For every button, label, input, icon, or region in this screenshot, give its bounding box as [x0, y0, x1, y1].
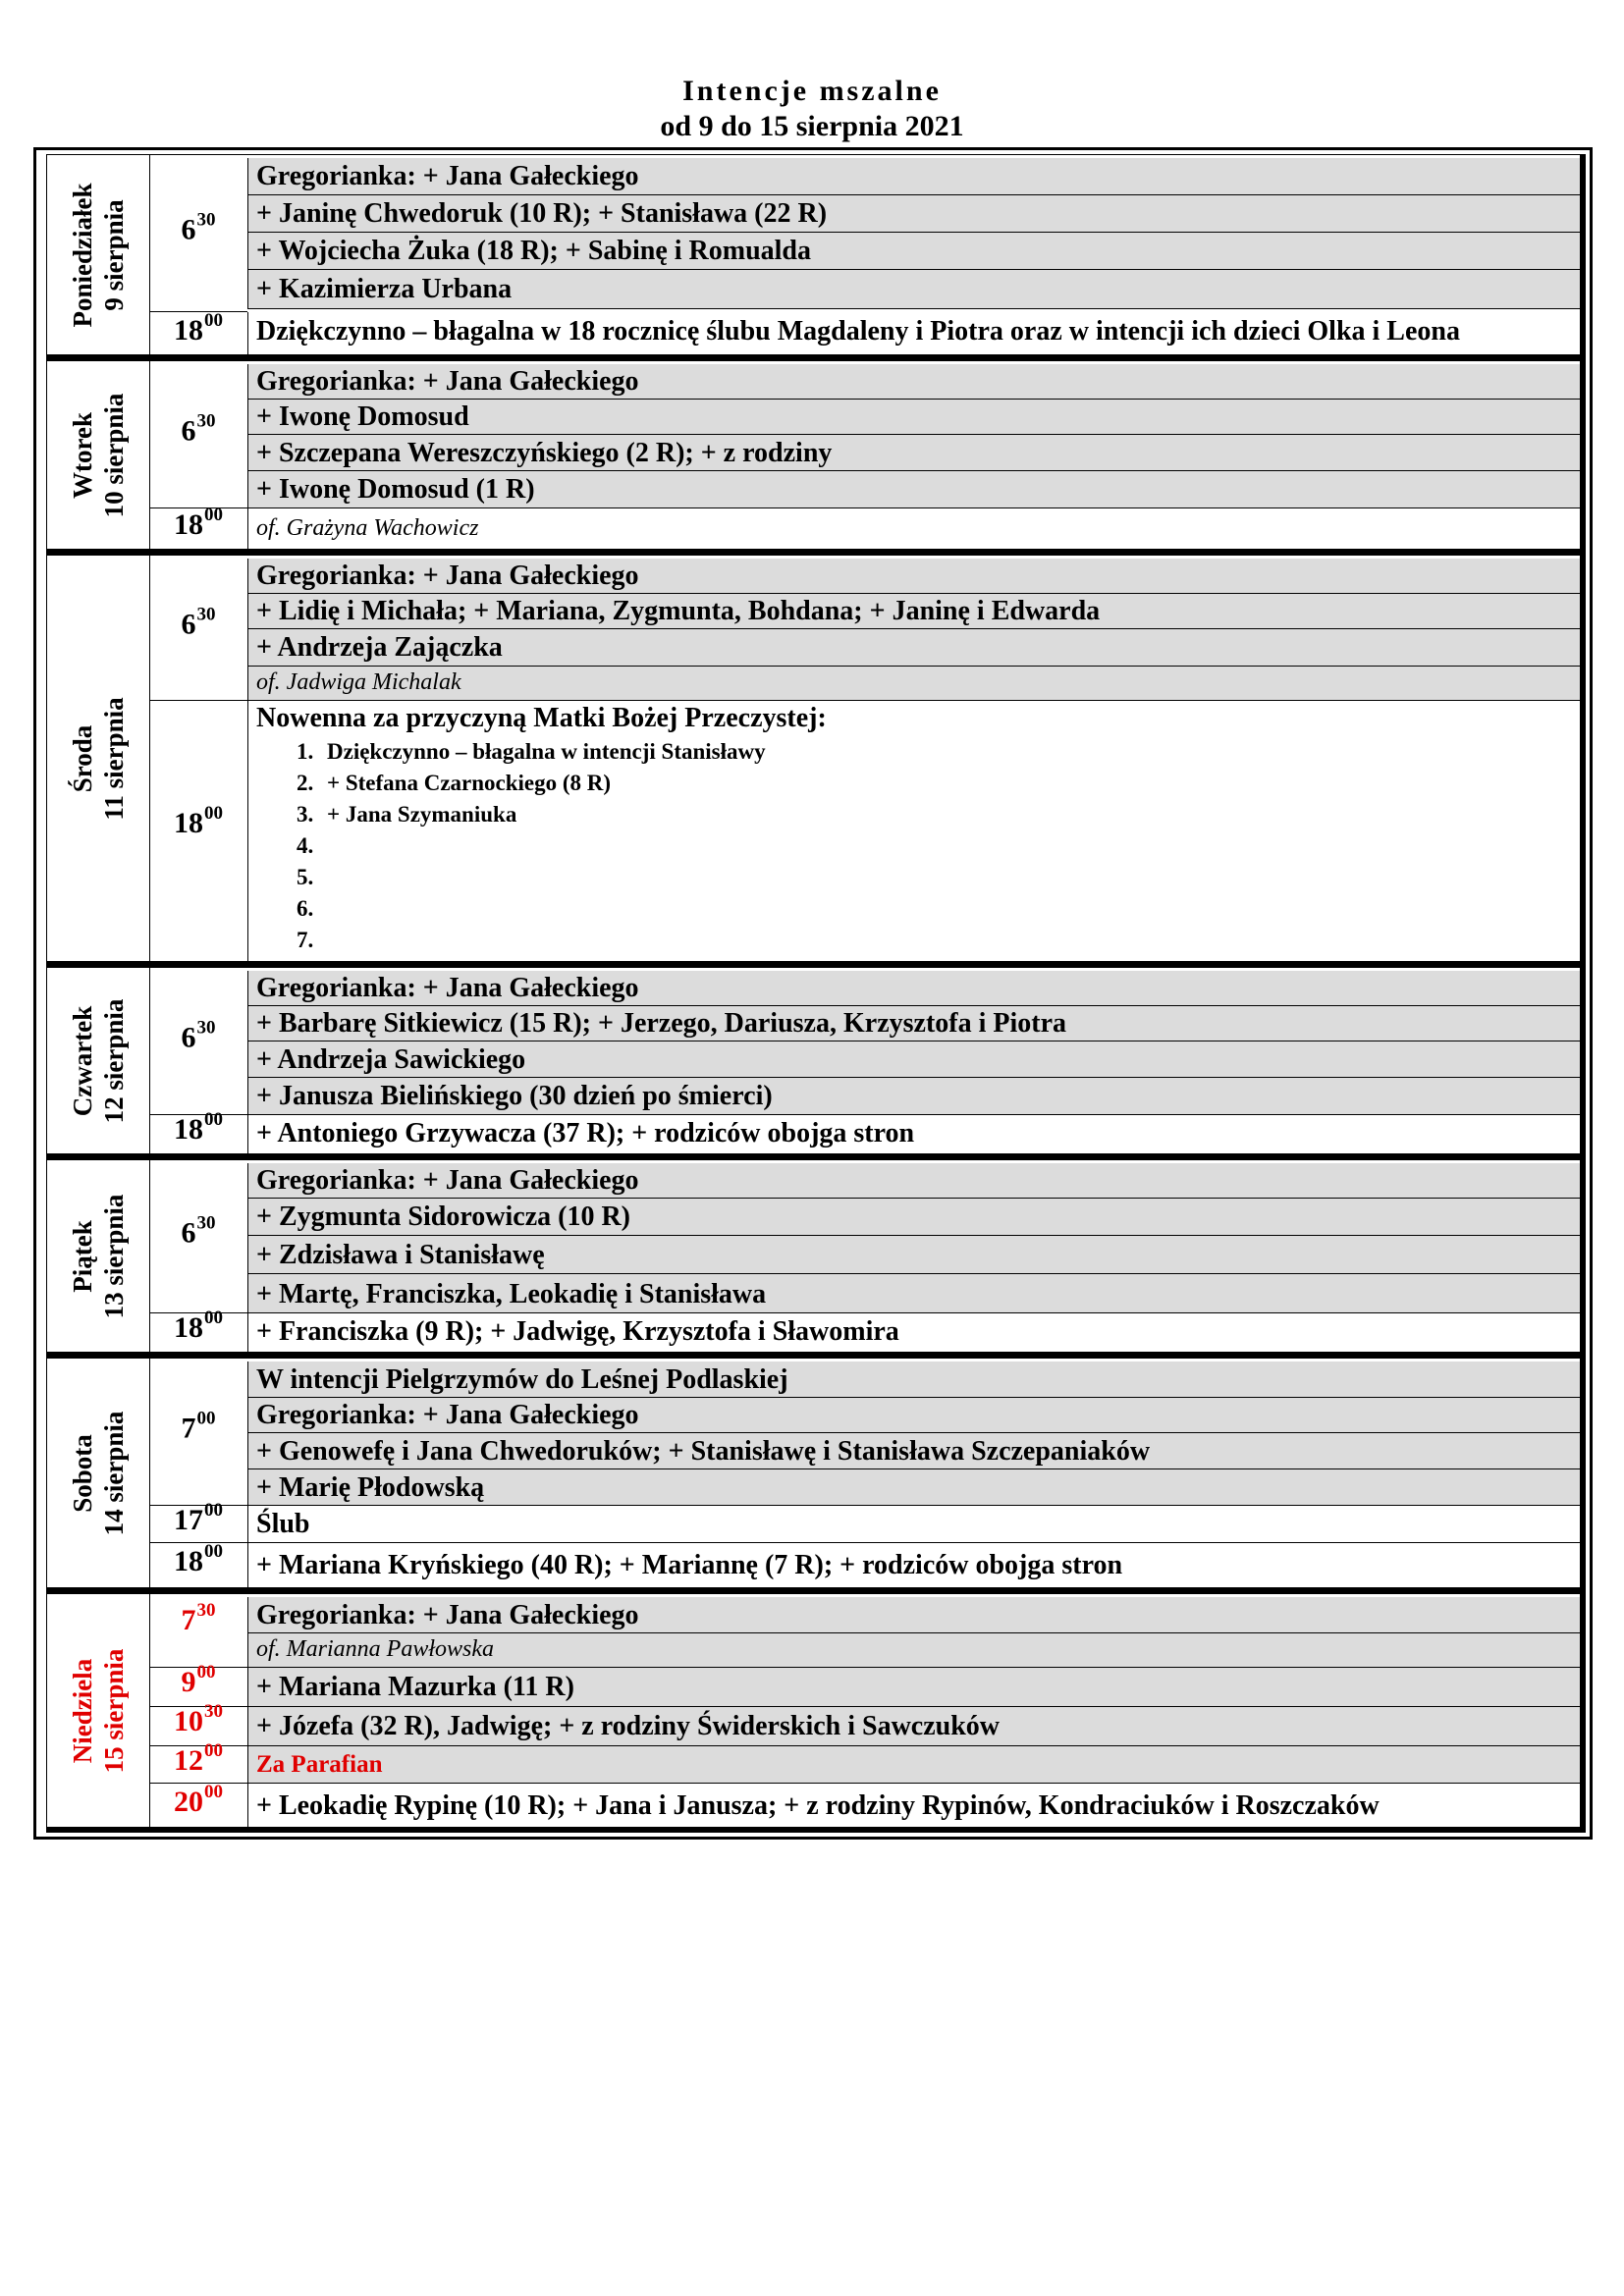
time-slot: [149, 1160, 247, 1313]
intention-row: + Szczepana Wereszczyńskiego (2 R); + z rodziny: [247, 435, 1580, 471]
day-date: 13 sierpnia: [99, 1194, 129, 1318]
intention-row: + Mariana Mazurka (11 R): [247, 1668, 1580, 1707]
intention-row: Ślub: [247, 1506, 1580, 1543]
day-label-cell: [47, 1594, 150, 1827]
time-slot: [149, 1594, 247, 1668]
intention-row: + Janinę Chwedoruk (10 R); + Stanisława (22 R): [247, 195, 1580, 233]
day-label: [67, 393, 130, 517]
intention-row: + Józefa (32 R), Jadwigę; + z rodziny Świderskich i Sawczuków: [247, 1707, 1580, 1746]
novena-item: 1. Dziękczynno – błagalna w intencji Stanisławy: [319, 736, 1580, 768]
day-label-cell: [47, 155, 150, 354]
day-block-tuesday: [46, 360, 1586, 555]
intention-row: + Andrzeja Sawickiego: [247, 1041, 1580, 1078]
intention-row: + Kazimierza Urbana: [247, 270, 1580, 309]
intention-row: Za Parafian: [247, 1746, 1580, 1784]
day-date: 9 sierpnia: [99, 198, 129, 311]
day-label-cell: [47, 556, 150, 961]
novena-item: 3. + Jana Szymaniuka: [319, 799, 1580, 830]
day-date: 11 sierpnia: [99, 696, 129, 821]
day-block-thursday: [46, 967, 1586, 1159]
day-label: [67, 1411, 130, 1535]
day-name: Czwartek: [68, 1005, 97, 1116]
mass-time: $6^{30}$: [181, 1212, 216, 1250]
page-title: Intencje mszalne: [682, 75, 942, 107]
intention-row: + Lidię i Michała; + Mariana, Zygmunta, Bohdana; + Janinę i Edwarda: [247, 594, 1580, 629]
time-slot: [149, 1662, 247, 1707]
day-label-cell: [47, 968, 150, 1153]
mass-time: $18^{00}$: [174, 1308, 223, 1344]
time-slot: [149, 155, 247, 312]
schedule-table: [33, 147, 1593, 1840]
mass-time: $6^{30}$: [181, 209, 216, 246]
intention-row: + Zygmunta Sidorowicza (10 R): [247, 1199, 1580, 1236]
intention-row: + Iwonę Domosud: [247, 400, 1580, 435]
time-slot: [149, 1784, 247, 1828]
mass-time: $18^{00}$: [174, 803, 223, 839]
mass-time: $18^{00}$: [174, 1541, 223, 1577]
intention-row: Dziękczynno – błagalna w 18 rocznicę ślubu Magdaleny i Piotra oraz w intencji ich dzieci Olka i Leona: [247, 312, 1580, 355]
mass-time: $20^{00}$: [174, 1782, 223, 1818]
time-slot: [149, 1500, 247, 1543]
time-slot: [149, 1109, 247, 1154]
day-name: Niedziela: [68, 1658, 97, 1763]
intention-row: + Leokadię Rypinę (10 R); + Jana i Janusza; + z rodziny Rypinów, Kondraciuków i Roszczaków: [247, 1784, 1580, 1828]
day-date: 10 sierpnia: [99, 393, 129, 517]
intention-row: Gregorianka: + Jana Gałeckiego: [247, 1163, 1580, 1199]
day-block-monday: [46, 154, 1586, 360]
mass-time: $6^{30}$: [181, 1017, 216, 1054]
intention-row: + Janusza Bielińskiego (30 dzień po śmierci): [247, 1078, 1580, 1115]
mass-time: $7^{00}$: [181, 1408, 216, 1445]
intention-row: + Zdzisława i Stanisławę: [247, 1236, 1580, 1274]
time-slot: [149, 361, 247, 508]
offering-note: of. Jadwiga Michalak: [247, 667, 1580, 701]
day-label-cell: [47, 1160, 150, 1352]
mass-time: $17^{00}$: [174, 1500, 223, 1536]
intention-row: W intencji Pielgrzymów do Leśnej Podlaskiej: [247, 1362, 1580, 1398]
intention-row: + Barbarę Sitkiewicz (15 R); + Jerzego, Dariusza, Krzysztofa i Piotra: [247, 1006, 1580, 1041]
time-slot: [149, 1359, 247, 1506]
mass-time: $18^{00}$: [174, 310, 223, 347]
day-block-wednesday: [46, 555, 1586, 967]
intention-row: + Antoniego Grzywacza (37 R); + rodziców obojga stron: [247, 1115, 1580, 1154]
mass-time: $18^{00}$: [174, 505, 223, 541]
day-label: [67, 1194, 130, 1318]
day-name: Poniedziałek: [68, 183, 97, 327]
intention-row: Gregorianka: + Jana Gałeckiego: [247, 364, 1580, 400]
intention-row: Gregorianka: + Jana Gałeckiego: [247, 971, 1580, 1006]
day-date: 15 sierpnia: [99, 1648, 129, 1773]
day-name: Piątek: [68, 1219, 97, 1293]
intention-row: + Martę, Franciszka, Leokadię i Stanisława: [247, 1274, 1580, 1313]
mass-time: $7^{30}$: [181, 1600, 216, 1636]
day-label: [67, 697, 130, 820]
intention-row: + Genowefę i Jana Chwedoruków; + Stanisławę i Stanisława Szczepaniaków: [247, 1433, 1580, 1469]
intention-row: Gregorianka: + Jana Gałeckiego: [247, 158, 1580, 195]
time-slot: [149, 1740, 247, 1784]
intention-row: + Franciszka (9 R); + Jadwigę, Krzysztofa i Sławomira: [247, 1313, 1580, 1353]
offering-note: of. Marianna Pawłowska: [247, 1633, 1580, 1668]
intention-row: + Wojciecha Żuka (18 R); + Sabinę i Romualda: [247, 233, 1580, 270]
intention-row: + Marię Płodowską: [247, 1469, 1580, 1506]
novena-title: Nowenna za przyczyną Matki Bożej Przeczystej:: [256, 703, 827, 733]
intention-row: + Andrzeja Zajączka: [247, 629, 1580, 667]
day-block-friday: [46, 1159, 1586, 1358]
time-slot: [149, 556, 247, 701]
intention-row: Gregorianka: + Jana Gałeckiego: [247, 1597, 1580, 1633]
offering-note: of. Grażyna Wachowicz: [247, 508, 1580, 550]
day-label: [67, 1648, 130, 1773]
day-name: Sobota: [68, 1433, 97, 1513]
time-slot: [149, 701, 247, 962]
mass-time: $6^{30}$: [181, 410, 216, 448]
mass-time: $12^{00}$: [174, 1740, 223, 1777]
time-slot: [149, 312, 247, 355]
novena-item: [319, 925, 1580, 956]
novena-list: [256, 736, 1580, 956]
time-slot: [149, 1543, 247, 1588]
day-block-sunday: [46, 1593, 1586, 1833]
intention-row: Gregorianka: + Jana Gałeckiego: [247, 1398, 1580, 1433]
day-label-cell: [47, 1359, 150, 1587]
novena-item: 2. + Stefana Czarnockiego (8 R): [319, 768, 1580, 799]
day-date: 12 sierpnia: [99, 998, 129, 1123]
time-slot: [149, 1701, 247, 1746]
day-name: Środa: [68, 724, 97, 792]
novena-item: [319, 862, 1580, 893]
mass-time: $6^{30}$: [181, 604, 216, 641]
mass-time: $18^{00}$: [174, 1109, 223, 1146]
mass-time: $9^{00}$: [181, 1662, 216, 1698]
intention-row: + Mariana Kryńskiego (40 R); + Mariannę (7 R); + rodziców obojga stron: [247, 1543, 1580, 1588]
time-slot: [149, 1308, 247, 1353]
mass-time: $10^{30}$: [174, 1701, 223, 1737]
time-slot: [149, 968, 247, 1115]
intention-row: Gregorianka: + Jana Gałeckiego: [247, 559, 1580, 594]
novena-item: [319, 830, 1580, 862]
intention-row: + Iwonę Domosud (1 R): [247, 471, 1580, 508]
page-subtitle: od 9 do 15 sierpnia 2021: [660, 110, 964, 142]
day-label: [67, 998, 130, 1123]
novena-item: [319, 893, 1580, 925]
novena-block: [247, 701, 1580, 962]
time-slot: [149, 505, 247, 550]
day-label-cell: [47, 361, 150, 549]
day-name: Wtorek: [68, 411, 97, 499]
day-label: [67, 183, 130, 327]
day-date: 14 sierpnia: [99, 1411, 129, 1535]
day-block-saturday: [46, 1358, 1586, 1593]
